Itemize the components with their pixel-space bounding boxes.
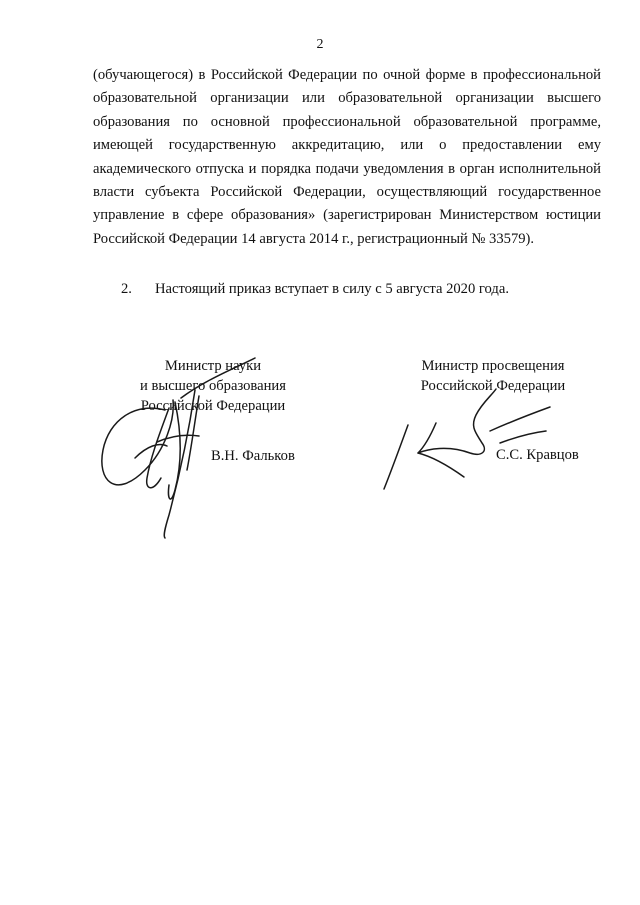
right-title-line-1: Министр просвещения <box>421 358 565 374</box>
left-title-line-2: и высшего образования <box>140 378 286 394</box>
left-title-line-3: Российской Федерации <box>140 398 286 414</box>
left-signatory-name: В.Н. Фальков <box>211 448 295 464</box>
page-number: 2 <box>316 37 324 52</box>
left-signatory-title <box>118 356 308 416</box>
right-handwritten-signature <box>378 385 568 495</box>
paragraph-number: 2. <box>121 281 132 297</box>
right-signatory-title <box>400 356 586 396</box>
left-title-line-1: Министр науки <box>164 358 262 374</box>
body-paragraph-1: (обучающегося) в Российской Федерации по очной форме в профессиональной образовательной организации или образовательной организации высшего образования по основной профессиональной образовательной программе, имеющей государственную аккредитацию, или о предоставлении ему академического отпуска и порядка подачи уведомления в орган исполнительной власти субъекта Российской Федерации, осуществляющий государственное управление в сфере образования» (зарегистрирован Министерством юстиции Российской Федерации 14 августа 2014 г., регистрационный № 33579). <box>93 67 601 247</box>
paragraph-2-text: Настоящий приказ вступает в силу с 5 августа 2020 года. <box>155 281 509 297</box>
body-paragraph-2 <box>121 278 509 301</box>
right-signatory-name: С.С. Кравцов <box>496 447 579 463</box>
right-title-line-2: Российской Федерации <box>420 378 566 394</box>
